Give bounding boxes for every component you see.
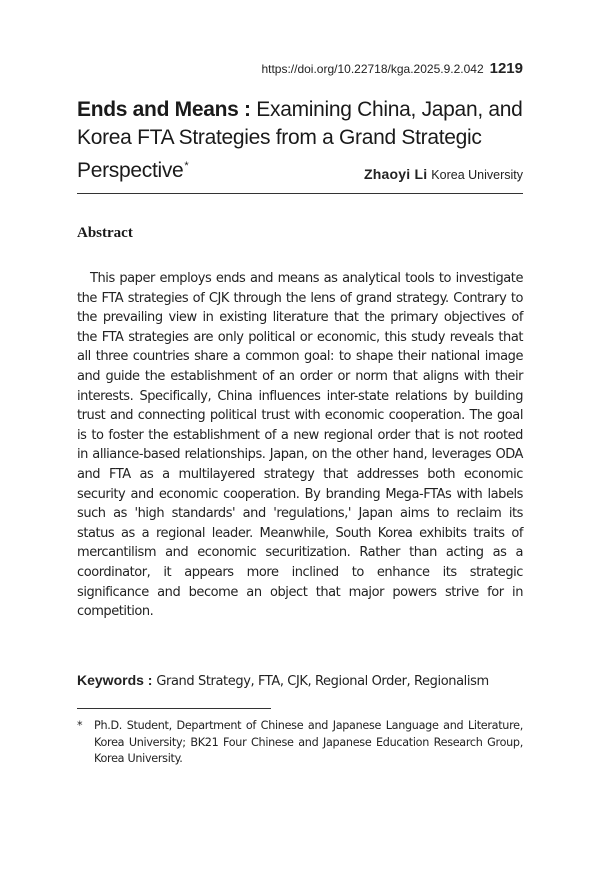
author-affiliation: Korea University: [431, 168, 523, 182]
title-separator: :: [238, 98, 257, 121]
abstract-text: This paper employs ends and means as analytical tools to investigate the FTA strategies of CJK through the lens of grand strategy. Contrary to the prevailing view in existing literature that the primary objectives of the FTA strategies are only political or economic, this study reveals that all three countries share a common goal: to shape their national image and guide the establishment of an order or norm that aligns with their interests. Specifically, China influences inter-state relations by building trust and connecting political trust with economic cooperation. The goal is to foster the establishment of a new regional order that is not rooted in alliance-based relationships. Japan, on the other hand, leverages ODA and FTA as a multilayered strategy that addresses both economic security and economic cooperation. By branding Mega-FTAs with labels such as 'high standards' and 'regulations,' Japan aims to reclaim its status as a regional leader. Meanwhile, South Korea exhibits traits of mercantilism and economic securitization. Rather than acting as a coordinator, it appears more inclined to enhance its strategic significance and become an object that major powers strive for in competition.: [77, 271, 523, 620]
doi-link[interactable]: https://doi.org/10.22718/kga.2025.9.2.042: [261, 62, 484, 76]
title-footnote-mark[interactable]: *: [184, 160, 189, 172]
keywords-value: Grand Strategy, FTA, CJK, Regional Order, Regionalism: [156, 674, 489, 689]
page-number: 1219: [489, 60, 523, 77]
keywords-separator: :: [143, 672, 157, 688]
footnote-mark: *: [77, 719, 83, 732]
keywords-label: Keywords: [77, 672, 144, 688]
running-header: [261, 60, 523, 77]
footnote: [77, 718, 523, 768]
keywords-line: [77, 672, 523, 689]
title-rest: Examining China, Japan, and Korea FTA Strategies from a Grand Strategic Perspective: [77, 98, 523, 182]
author-name: Zhaoyi Li: [364, 166, 428, 182]
title-divider: [77, 193, 523, 194]
title-lead: Ends and Means: [77, 98, 239, 121]
footnote-text: Ph.D. Student, Department of Chinese and Japanese Language and Literature, Korea University; BK21 Four Chinese and Japanese Education Research Group, Korea University.: [94, 719, 523, 765]
footnote-divider: [77, 708, 271, 709]
author-line: [364, 166, 523, 184]
abstract-heading: Abstract: [77, 225, 133, 241]
